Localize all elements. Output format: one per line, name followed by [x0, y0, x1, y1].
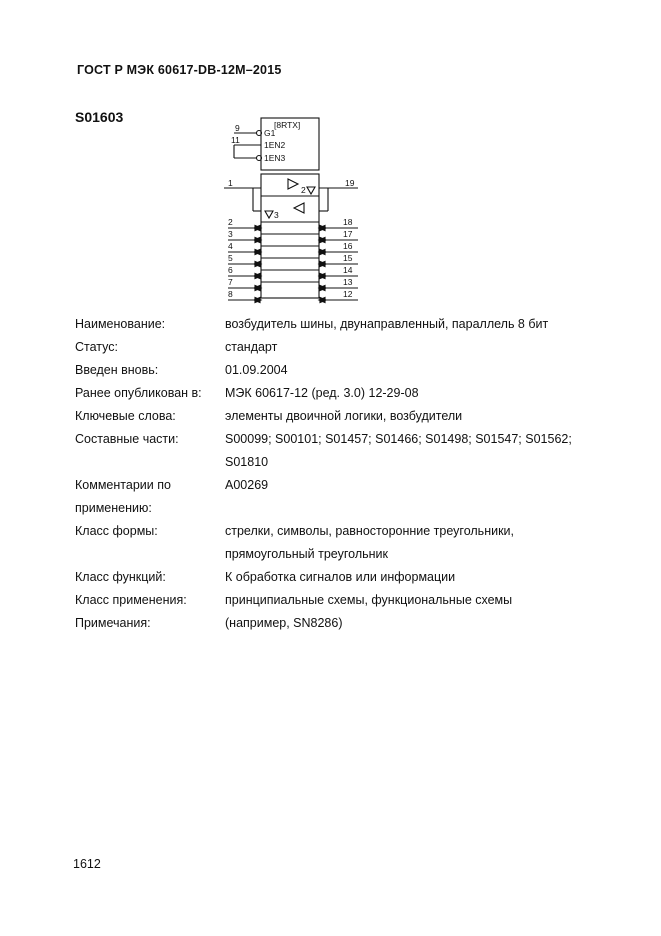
- left-pin-label: 7: [228, 277, 233, 287]
- field-value: S00099; S00101; S01457; S01466; S01498; S01547; S01562; S01810: [225, 432, 572, 469]
- enable-triangle-2: [307, 187, 315, 194]
- field-value: A00269: [225, 478, 269, 492]
- field-row-application-class: [75, 589, 635, 612]
- field-label: Статус:: [75, 340, 118, 354]
- bus-driver-symbol-diagram: [218, 112, 368, 308]
- pin-1: 1: [228, 178, 233, 188]
- field-label: Класс функций:: [75, 570, 166, 584]
- left-pin-label: 3: [228, 229, 233, 239]
- page-number: 1612: [73, 857, 101, 871]
- right-pin-label: 13: [343, 277, 353, 287]
- field-row-introduced: [75, 359, 635, 382]
- enable-triangle-3: [265, 211, 273, 218]
- left-pin-label: 2: [228, 217, 233, 227]
- field-row-keywords: [75, 405, 635, 428]
- pin-9: 9: [235, 123, 240, 133]
- field-value: принципиальные схемы, функциональные схемы: [225, 593, 513, 607]
- document-header: ГОСТ Р МЭК 60617-DB-12М–2015: [77, 63, 282, 77]
- right-pin-label: 15: [343, 253, 353, 263]
- right-pin-label: 16: [343, 241, 353, 251]
- field-label: Наименование:: [75, 317, 166, 331]
- field-label: Введен вновь:: [75, 363, 159, 377]
- field-value: (например, SN8286): [225, 616, 343, 630]
- field-label: Комментарии по применению:: [75, 478, 171, 515]
- control-label-en3: 1EN3: [264, 153, 286, 163]
- control-label-g1: G1: [264, 128, 276, 138]
- field-row-status: [75, 336, 635, 359]
- right-pin-label: 12: [343, 289, 353, 299]
- field-row-published: [75, 382, 635, 405]
- field-label: Примечания:: [75, 616, 151, 630]
- field-label: Класс применения:: [75, 593, 187, 607]
- field-value: 01.09.2004: [225, 363, 288, 377]
- right-pin-label: 18: [343, 217, 353, 227]
- left-pin-label: 5: [228, 253, 233, 263]
- symbol-id: S01603: [75, 109, 124, 125]
- left-pin-label: 6: [228, 265, 233, 275]
- field-row-form-class: [75, 520, 635, 566]
- forward-amplifier-triangle: [288, 179, 298, 189]
- block-label: [8RTX]: [274, 120, 301, 130]
- symbol-properties: [75, 313, 635, 635]
- field-row-name: [75, 313, 635, 336]
- field-row-function-class: [75, 566, 635, 589]
- field-value: МЭК 60617-12 (ред. 3.0) 12-29-08: [225, 386, 419, 400]
- field-label: Ранее опубликован в:: [75, 386, 202, 400]
- pin-19: 19: [345, 178, 355, 188]
- reverse-amplifier-triangle: [294, 203, 304, 213]
- field-value: элементы двоичной логики, возбудители: [225, 409, 463, 423]
- field-row-components: [75, 428, 635, 474]
- qualifier-2: 2: [301, 185, 306, 195]
- pin-11: 11: [231, 135, 240, 145]
- left-pin-label: 8: [228, 289, 233, 299]
- field-label: Класс формы:: [75, 524, 158, 538]
- field-value: стрелки, символы, равносторонние треугольники, прямоугольный треугольник: [225, 524, 515, 561]
- field-label: Составные части:: [75, 432, 179, 446]
- field-value: стандарт: [225, 340, 278, 354]
- qualifier-3: 3: [274, 210, 279, 220]
- field-label: Ключевые слова:: [75, 409, 176, 423]
- right-pin-label: 17: [343, 229, 353, 239]
- field-row-comments: [75, 474, 635, 520]
- field-value: возбудитель шины, двунаправленный, параллель 8 бит: [225, 317, 549, 331]
- right-pin-label: 14: [343, 265, 353, 275]
- left-pin-label: 4: [228, 241, 233, 251]
- field-row-notes: [75, 612, 635, 635]
- control-label-en2: 1EN2: [264, 140, 286, 150]
- field-value: К обработка сигналов или информации: [225, 570, 456, 584]
